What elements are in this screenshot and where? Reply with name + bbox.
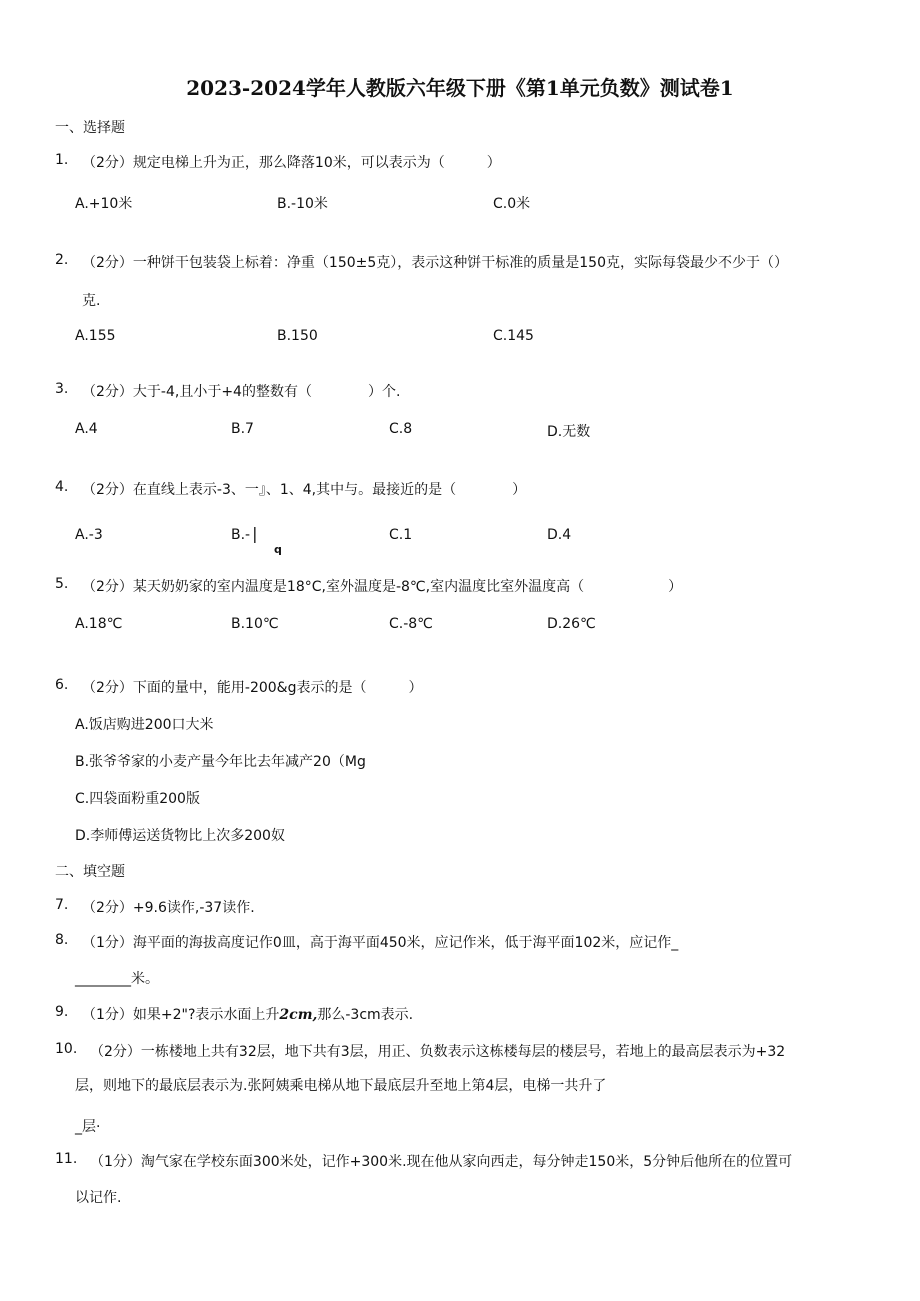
option-b[interactable] (231, 524, 258, 543)
option-b[interactable]: B.150 (277, 328, 318, 344)
option-a[interactable]: A.-3 (75, 527, 103, 543)
option-c[interactable]: C.0米 (493, 196, 531, 212)
option-a[interactable]: A.4 (75, 421, 98, 437)
option-b[interactable]: B.7 (231, 421, 254, 437)
option-a[interactable]: A.155 (75, 328, 116, 344)
question-text: （2分）某天奶奶家的室内温度是18°C,室外温度是-8℃,室内温度比室外温度高（ ） (82, 579, 683, 595)
question-text (82, 1004, 413, 1024)
question-text: （2分）一栋楼地上共有32层，地下共有3层，用正、负数表示这栋楼每层的楼层号，若地上的最高层表示为+32 (90, 1044, 786, 1060)
option-c[interactable]: C.8 (389, 421, 413, 437)
question-text: （1分）海平面的海拔高度记作0皿，高于海平面450米，应记作米，低于海平面102米，应记作_ (82, 935, 679, 951)
question-text: （2分）在直线上表示-3、一』、1、4,其中与。最接近的是（ ） (82, 482, 527, 498)
option-c[interactable]: C.145 (493, 328, 534, 344)
option-b-label: B.- (231, 527, 251, 543)
italic-expression: 2cm, (279, 1007, 318, 1023)
question-number: 4. (55, 479, 69, 495)
question-number: 8. (55, 932, 69, 948)
question-text-continued: ________米。 (75, 971, 159, 987)
question-text-part: （1分）如果+2"?表示水面上升 (82, 1007, 280, 1023)
option-a[interactable]: A.18℃ (75, 616, 123, 632)
question-text: （2分）+9.6读作,-37读作. (82, 900, 255, 916)
question-number: 9. (55, 1004, 69, 1020)
option-b[interactable]: B.10℃ (231, 616, 279, 632)
question-text: （2分）大于-4,且小于+4的整数有（ ）个. (82, 384, 401, 400)
question-text-continued: 层，则地下的最底层表示为.张阿姨乘电梯从地下最底层升至地上第4层，电梯一共升了 (75, 1078, 607, 1094)
question-number: 2. (55, 252, 69, 268)
question-number: 3. (55, 381, 69, 397)
question-number: 6. (55, 677, 69, 693)
option-d[interactable]: D.26℃ (547, 616, 596, 632)
question-text-continued: 以记作. (75, 1190, 122, 1206)
fraction-denominator: q (274, 543, 282, 556)
option-c[interactable]: C.1 (389, 527, 413, 543)
option-c[interactable]: C.-8℃ (389, 616, 433, 632)
question-text-continued: 克. (82, 293, 101, 309)
question-text: （1分）淘气家在学校东面300米处，记作+300米.现在他从家向西走，每分钟走150米，5分钟后他所在的位置可 (90, 1154, 793, 1170)
question-text: （2分）规定电梯上升为正，那么降落10米，可以表示为（ ） (82, 155, 501, 171)
question-text-continued: _层· (75, 1119, 101, 1135)
fraction-bar-mark: | (252, 524, 258, 543)
question-number: 5. (55, 576, 69, 592)
section-heading-fill: 二、填空题 (55, 864, 125, 880)
option-a[interactable]: A.+10米 (75, 196, 133, 212)
question-number: 1. (55, 152, 69, 168)
option-b[interactable]: B.张爷爷家的小麦产量今年比去年减产20（Mg (75, 754, 366, 770)
option-b[interactable]: B.-10米 (277, 196, 328, 212)
question-text: （2分）下面的量中，能用-200&g表示的是（ ） (82, 680, 423, 696)
option-d[interactable]: D.无数 (547, 424, 591, 440)
option-a[interactable]: A.饭店购进200口大米 (75, 717, 214, 733)
option-d[interactable]: D.4 (547, 527, 572, 543)
question-text-part: 那么-3cm表示. (317, 1007, 414, 1023)
page-title: 2023-2024学年人教版六年级下册《第1单元负数》测试卷1 (186, 76, 734, 100)
question-text: （2分）一种饼干包装袋上标着：净重（150±5克），表示这种饼干标准的质量是150克，实际每袋最少不少于（） (82, 255, 788, 271)
question-number: 11. (55, 1151, 78, 1167)
option-c[interactable]: C.四袋面粉重200版 (75, 791, 200, 807)
section-heading-choice: 一、选择题 (55, 120, 125, 136)
question-number: 7. (55, 897, 69, 913)
option-d[interactable]: D.李师傅运送货物比上次多200奴 (75, 828, 285, 844)
question-number: 10. (55, 1041, 78, 1057)
